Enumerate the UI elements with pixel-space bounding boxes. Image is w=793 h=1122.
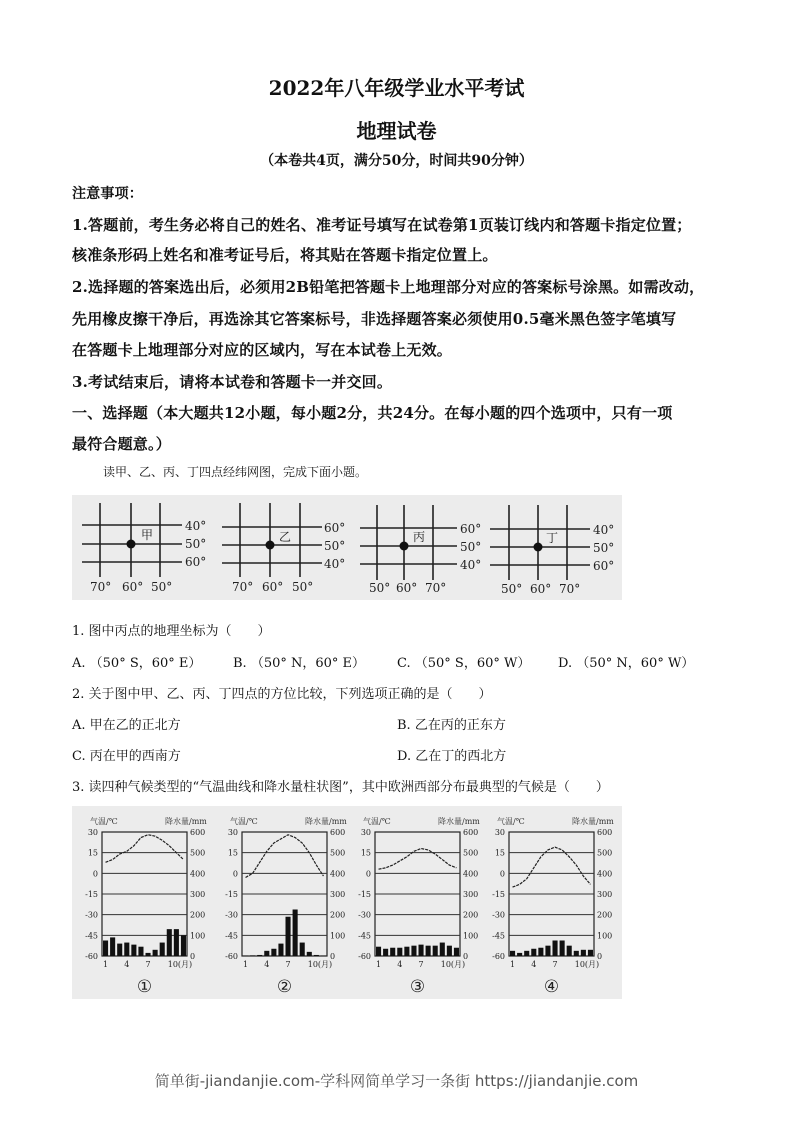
- svg-text:50°: 50°: [593, 541, 615, 555]
- svg-text:降水量/mm: 降水量/mm: [165, 817, 207, 826]
- svg-text:1: 1: [375, 960, 382, 969]
- svg-text:7: 7: [145, 960, 151, 969]
- q2-option-a[interactable]: A. 甲在乙的正北方: [72, 718, 181, 733]
- svg-text:10(月): 10(月): [574, 960, 600, 969]
- svg-text:50°: 50°: [460, 540, 482, 554]
- q2-option-c[interactable]: C. 丙在甲的西南方: [72, 749, 181, 764]
- svg-text:降水量/mm: 降水量/mm: [572, 817, 614, 826]
- svg-text:④: ④: [543, 977, 560, 997]
- svg-text:30: 30: [227, 828, 238, 837]
- svg-text:600: 600: [597, 828, 613, 837]
- point-label: 丙: [413, 530, 426, 544]
- svg-text:-45: -45: [358, 931, 371, 941]
- point-label: 乙: [279, 530, 292, 544]
- svg-text:300: 300: [190, 890, 206, 899]
- svg-text:10(月): 10(月): [307, 960, 333, 969]
- svg-text:50°: 50°: [185, 537, 207, 551]
- svg-text:-45: -45: [85, 931, 98, 941]
- svg-text:200: 200: [330, 910, 346, 920]
- exam-info: （本卷共4页，满分50分，时间共90分钟）: [260, 153, 533, 169]
- climate-charts-figure: [72, 806, 622, 999]
- svg-text:15: 15: [227, 848, 238, 858]
- svg-text:30: 30: [360, 828, 371, 837]
- svg-text:500: 500: [463, 848, 479, 858]
- q2-option-b[interactable]: B. 乙在丙的正东方: [397, 718, 506, 733]
- svg-text:500: 500: [597, 848, 613, 858]
- svg-text:0: 0: [232, 869, 238, 879]
- notes-heading: 注意事项：: [72, 186, 143, 202]
- svg-text:60°: 60°: [460, 522, 482, 536]
- svg-text:100: 100: [597, 931, 613, 941]
- svg-text:400: 400: [463, 869, 479, 879]
- svg-text:气温/℃: 气温/℃: [90, 817, 118, 826]
- svg-text:气温/℃: 气温/℃: [363, 817, 391, 826]
- svg-text:200: 200: [463, 910, 479, 920]
- svg-text:70°: 70°: [232, 580, 254, 594]
- svg-text:-45: -45: [225, 931, 238, 941]
- svg-text:气温/℃: 气温/℃: [230, 817, 258, 826]
- note-line: 核准条形码上姓名和准考证号后，将其贴在答题卡指定位置上。: [72, 246, 498, 264]
- svg-text:0: 0: [190, 952, 196, 961]
- svg-text:50°: 50°: [501, 582, 523, 596]
- svg-text:60°: 60°: [324, 521, 346, 535]
- svg-text:500: 500: [330, 848, 346, 858]
- svg-text:-30: -30: [492, 910, 505, 920]
- svg-text:-60: -60: [492, 952, 505, 961]
- svg-text:②: ②: [276, 977, 293, 997]
- svg-text:1: 1: [509, 960, 516, 969]
- note-line: 1.答题前，考生务必将自己的姓名、准考证号填写在试卷第1页装订线内和答题卡指定位置；: [72, 216, 692, 234]
- section-heading-cont: 最符合题意。）: [72, 435, 171, 453]
- svg-text:60°: 60°: [185, 555, 207, 569]
- svg-text:300: 300: [597, 890, 613, 899]
- svg-text:50°: 50°: [151, 580, 173, 594]
- svg-text:200: 200: [190, 910, 206, 920]
- q1-option-a[interactable]: A. （50° S，60° E）: [72, 656, 202, 671]
- svg-text:-60: -60: [85, 952, 98, 961]
- svg-text:600: 600: [190, 828, 206, 837]
- svg-text:-15: -15: [225, 890, 238, 899]
- svg-text:4: 4: [397, 960, 403, 969]
- svg-text:4: 4: [531, 960, 537, 969]
- svg-text:1: 1: [242, 960, 249, 969]
- svg-text:400: 400: [597, 869, 613, 879]
- svg-text:-15: -15: [492, 890, 505, 899]
- svg-text:600: 600: [330, 828, 346, 837]
- svg-text:0: 0: [330, 952, 336, 961]
- svg-text:0: 0: [92, 869, 98, 879]
- svg-text:15: 15: [360, 848, 371, 858]
- svg-text:60°: 60°: [593, 559, 615, 573]
- svg-text:400: 400: [190, 869, 206, 879]
- svg-text:60°: 60°: [122, 580, 144, 594]
- lat-lon-grid-figure: [72, 495, 622, 600]
- svg-text:-30: -30: [225, 910, 238, 920]
- q1-option-d[interactable]: D. （50° N，60° W）: [558, 656, 695, 671]
- q1-option-c[interactable]: C. （50° S，60° W）: [397, 656, 531, 671]
- svg-text:100: 100: [190, 931, 206, 941]
- svg-text:600: 600: [463, 828, 479, 837]
- svg-text:100: 100: [463, 931, 479, 941]
- svg-text:40°: 40°: [324, 557, 346, 571]
- svg-text:①: ①: [136, 977, 153, 997]
- svg-text:100: 100: [330, 931, 346, 941]
- svg-text:60°: 60°: [396, 581, 418, 595]
- svg-text:15: 15: [494, 848, 505, 858]
- svg-text:70°: 70°: [425, 581, 447, 595]
- svg-text:降水量/mm: 降水量/mm: [305, 817, 347, 826]
- svg-text:200: 200: [597, 910, 613, 920]
- svg-text:4: 4: [124, 960, 130, 969]
- svg-text:50°: 50°: [369, 581, 391, 595]
- svg-text:-60: -60: [358, 952, 371, 961]
- svg-text:30: 30: [494, 828, 505, 837]
- footer-watermark: 简单街-jiandanjie.com-学科网简单学习一条街 https://jiandanjie.com: [154, 1072, 639, 1090]
- svg-text:60°: 60°: [262, 580, 284, 594]
- question-1-stem: 1. 图中丙点的地理坐标为（ ）: [72, 624, 271, 639]
- svg-text:500: 500: [190, 848, 206, 858]
- svg-text:-30: -30: [85, 910, 98, 920]
- question-2-stem: 2. 关于图中甲、乙、丙、丁四点的方位比较，下列选项正确的是（ ）: [72, 687, 492, 702]
- svg-text:7: 7: [552, 960, 558, 969]
- svg-text:7: 7: [285, 960, 291, 969]
- svg-text:40°: 40°: [460, 558, 482, 572]
- svg-text:-60: -60: [225, 952, 238, 961]
- svg-text:气温/℃: 气温/℃: [497, 817, 525, 826]
- exam-title: 2022年八年级学业水平考试: [268, 76, 525, 100]
- q1-option-b[interactable]: B. （50° N，60° E）: [233, 656, 366, 671]
- note-line: 3.考试结束后，请将本试卷和答题卡一并交回。: [72, 373, 393, 391]
- svg-text:70°: 70°: [90, 580, 112, 594]
- svg-text:15: 15: [87, 848, 98, 858]
- svg-text:30: 30: [87, 828, 98, 837]
- svg-text:0: 0: [597, 952, 603, 961]
- svg-text:50°: 50°: [324, 539, 346, 553]
- exam-subtitle: 地理试卷: [356, 119, 437, 143]
- svg-text:400: 400: [330, 869, 346, 879]
- svg-text:降水量/mm: 降水量/mm: [438, 817, 480, 826]
- svg-text:-15: -15: [85, 890, 98, 899]
- svg-text:③: ③: [409, 977, 426, 997]
- svg-text:60°: 60°: [530, 582, 552, 596]
- svg-text:0: 0: [365, 869, 371, 879]
- svg-text:10(月): 10(月): [167, 960, 193, 969]
- svg-text:300: 300: [330, 890, 346, 899]
- svg-text:70°: 70°: [559, 582, 581, 596]
- question-3-stem: 3. 读四种气候类型的“气温曲线和降水量柱状图”，其中欧洲西部分布最典型的气候是（ ）: [72, 780, 609, 795]
- svg-text:0: 0: [499, 869, 505, 879]
- note-line: 先用橡皮擦干净后，再选涂其它答案标号，非选择题答案必须使用0.5毫米黑色签字笔填写: [72, 310, 677, 328]
- svg-text:50°: 50°: [292, 580, 314, 594]
- svg-text:40°: 40°: [185, 519, 207, 533]
- svg-text:4: 4: [264, 960, 270, 969]
- svg-text:40°: 40°: [593, 523, 615, 537]
- svg-text:-30: -30: [358, 910, 371, 920]
- note-line: 2.选择题的答案选出后，必须用2B铅笔把答题卡上地理部分对应的答案标号涂黑。如需改动，: [72, 278, 705, 296]
- note-line: 在答题卡上地理部分对应的区域内，写在本试卷上无效。: [72, 341, 453, 359]
- q2-option-d[interactable]: D. 乙在丁的西北方: [397, 749, 507, 764]
- point-label: 丁: [546, 531, 559, 545]
- svg-text:300: 300: [463, 890, 479, 899]
- section-heading: 一、选择题（本大题共12小题，每小题2分，共24分。在每小题的四个选项中，只有一项: [72, 404, 673, 422]
- point-label: 甲: [141, 528, 154, 542]
- svg-text:10(月): 10(月): [440, 960, 466, 969]
- svg-text:-45: -45: [492, 931, 505, 941]
- svg-text:-15: -15: [358, 890, 371, 899]
- svg-text:7: 7: [418, 960, 424, 969]
- svg-text:1: 1: [102, 960, 109, 969]
- question-intro: 读甲、乙、丙、丁四点经纬网图，完成下面小题。: [103, 465, 368, 479]
- svg-text:0: 0: [463, 952, 469, 961]
